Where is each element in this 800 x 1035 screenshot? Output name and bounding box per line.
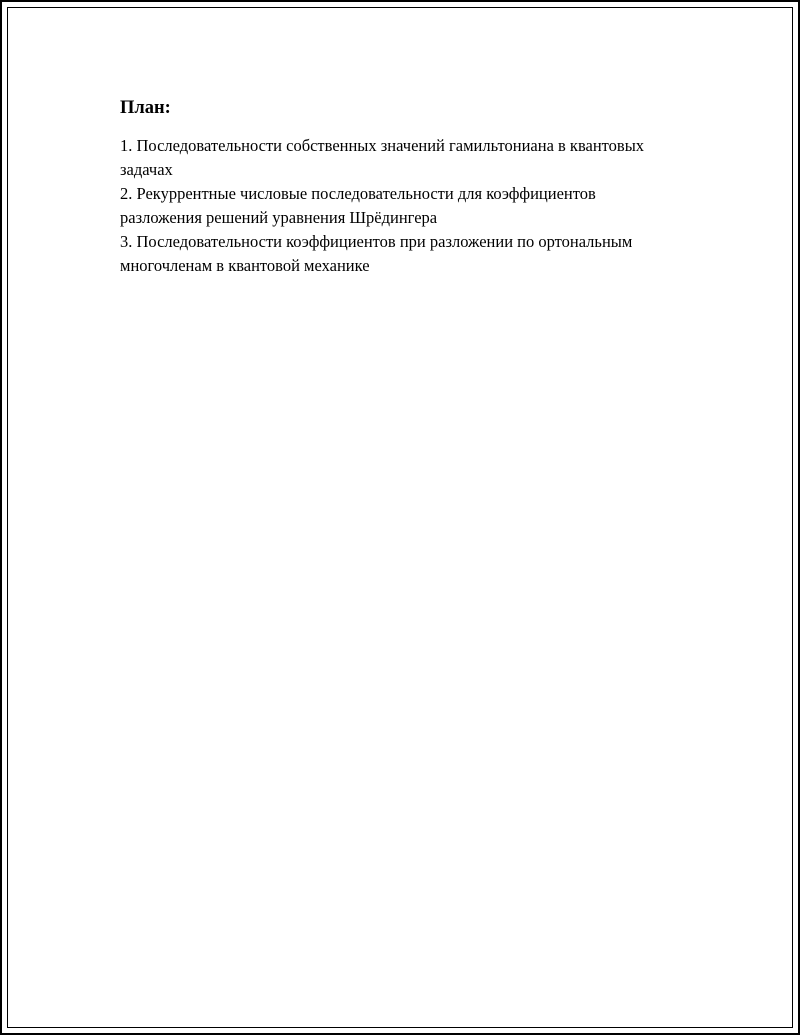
plan-item-3: 3. Последовательности коэффициентов при разложении по ортональным многочленам в квантовой механике bbox=[120, 232, 633, 275]
plan-item-1: 1. Последовательности собственных значений гамильтониана в квантовых задачах bbox=[120, 136, 645, 179]
plan-item-2: 2. Рекуррентные числовые последовательности для коэффициентов разложения решений уравнения Шрёдингера bbox=[120, 184, 596, 227]
page-content bbox=[120, 96, 680, 278]
plan-list bbox=[120, 134, 680, 278]
plan-heading: План: bbox=[120, 98, 171, 118]
